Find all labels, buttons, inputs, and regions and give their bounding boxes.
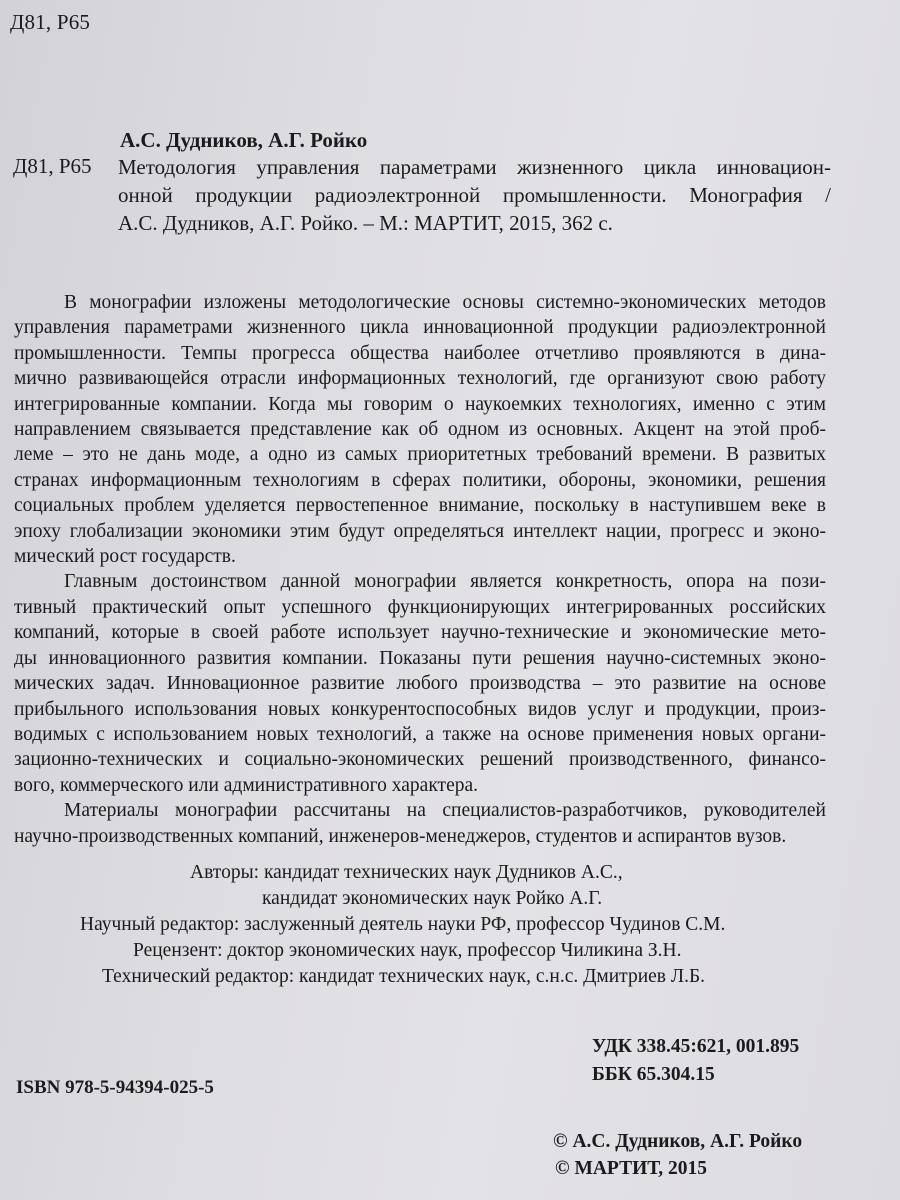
- authors-heading: А.С. Дудников, А.Г. Ройко: [120, 128, 368, 152]
- authors-credit-continued: кандидат экономических наук Ройко А.Г.: [262, 888, 603, 909]
- abstract-line: Главным достоинством данной монографии является конкретность, опора на пози-: [64, 571, 826, 593]
- classification-block: [592, 1033, 799, 1089]
- abstract-line: эпоху глобализации экономики этим будут определяться интеллект нации, прогресс и эконо-: [14, 520, 826, 542]
- reviewer-credit: Рецензент: доктор экономических наук, профессор Чиликина З.Н.: [133, 940, 682, 961]
- abstract-line: вого, коммерческого или административного характера.: [14, 774, 479, 796]
- abstract-line: социальных проблем уделяется первостепенное внимание, поскольку в наступившем веке в: [14, 495, 826, 517]
- scientific-editor-credit: Научный редактор: заслуженный деятель науки РФ, профессор Чудинов С.М.: [80, 914, 726, 935]
- abstract-line: научно-производственных компаний, инженеров-менеджеров, студентов и аспирантов вузов.: [14, 825, 787, 847]
- bbk-code: ББК 65.304.15: [592, 1064, 715, 1085]
- abstract-line: мический рост государств.: [14, 546, 236, 568]
- bibliographic-entry: [118, 153, 831, 237]
- abstract: [14, 290, 826, 849]
- abstract-line: интегрированные компании. Когда мы говорим о наукоемких технологиях, именно с этим: [14, 393, 826, 415]
- abstract-line: зационно-технических и социально-экономических решений производственного, финансо-: [14, 749, 826, 771]
- copyright-block: [553, 1128, 802, 1182]
- isbn: ISBN 978-5-94394-025-5: [16, 1077, 214, 1098]
- bibliographic-line: онной продукции радиоэлектронной промышленности. Монография /: [118, 183, 831, 207]
- abstract-line: мично развивающейся отрасли информационных технологий, где организуют свою работу: [14, 368, 826, 390]
- abstract-line: странах информационным технологиям в сферах политики, обороны, экономики, решения: [14, 469, 826, 491]
- abstract-line: направлением связывается представление как об одном из основных. Акцент на этой проб-: [14, 419, 826, 441]
- abstract-line: леме – это не дань моде, а одно из самых приоритетных требований времени. В развитых: [14, 444, 826, 466]
- technical-editor-credit: Технический редактор: кандидат технических наук, с.н.с. Дмитриев Л.Б.: [102, 966, 706, 987]
- abstract-line: Материалы монографии рассчитаны на специалистов-разработчиков, руководителей: [64, 800, 826, 822]
- abstract-line: мических задач. Инновационное развитие любого производства – это развитие на основе: [14, 673, 826, 695]
- copyright-authors: © А.С. Дудников, А.Г. Ройко: [553, 1131, 803, 1152]
- abstract-line: ды инновационного развития компании. Показаны пути решения научно-системных эконо-: [14, 647, 826, 669]
- classification-code-side: Д81, Р65: [13, 154, 92, 178]
- abstract-line: водимых с использованием новых технологий, а также на основе применения новых органи-: [14, 723, 826, 745]
- udk-code: УДК 338.45:621, 001.895: [592, 1036, 800, 1057]
- abstract-line: компаний, которые в своей работе использует научно-технические и экономические мето-: [14, 622, 826, 644]
- bibliographic-line: А.С. Дудников, А.Г. Ройко. – М.: МАРТИТ, 2015, 362 с.: [118, 211, 613, 235]
- abstract-line: управления параметрами жизненного цикла инновационной продукции радиоэлектронной: [14, 317, 826, 339]
- copyright-publisher: © МАРТИТ, 2015: [555, 1158, 708, 1179]
- classification-code-top: Д81, Р65: [10, 10, 91, 34]
- abstract-line: В монографии изложены методологические основы системно-экономических методов: [64, 292, 826, 313]
- abstract-line: прибыльного использования новых конкурентоспособных видов услуг и продукции, произ-: [14, 698, 826, 720]
- abstract-line: промышленности. Темпы прогресса общества наиболее отчетливо проявляются в дина-: [14, 342, 826, 364]
- bibliographic-line: Методология управления параметрами жизненного цикла инновацион-: [118, 155, 831, 179]
- authors-credit: Авторы: кандидат технических наук Дудников А.С.,: [190, 862, 623, 883]
- abstract-line: тивный практический опыт успешного функционирующих интегрированных российских: [14, 596, 826, 618]
